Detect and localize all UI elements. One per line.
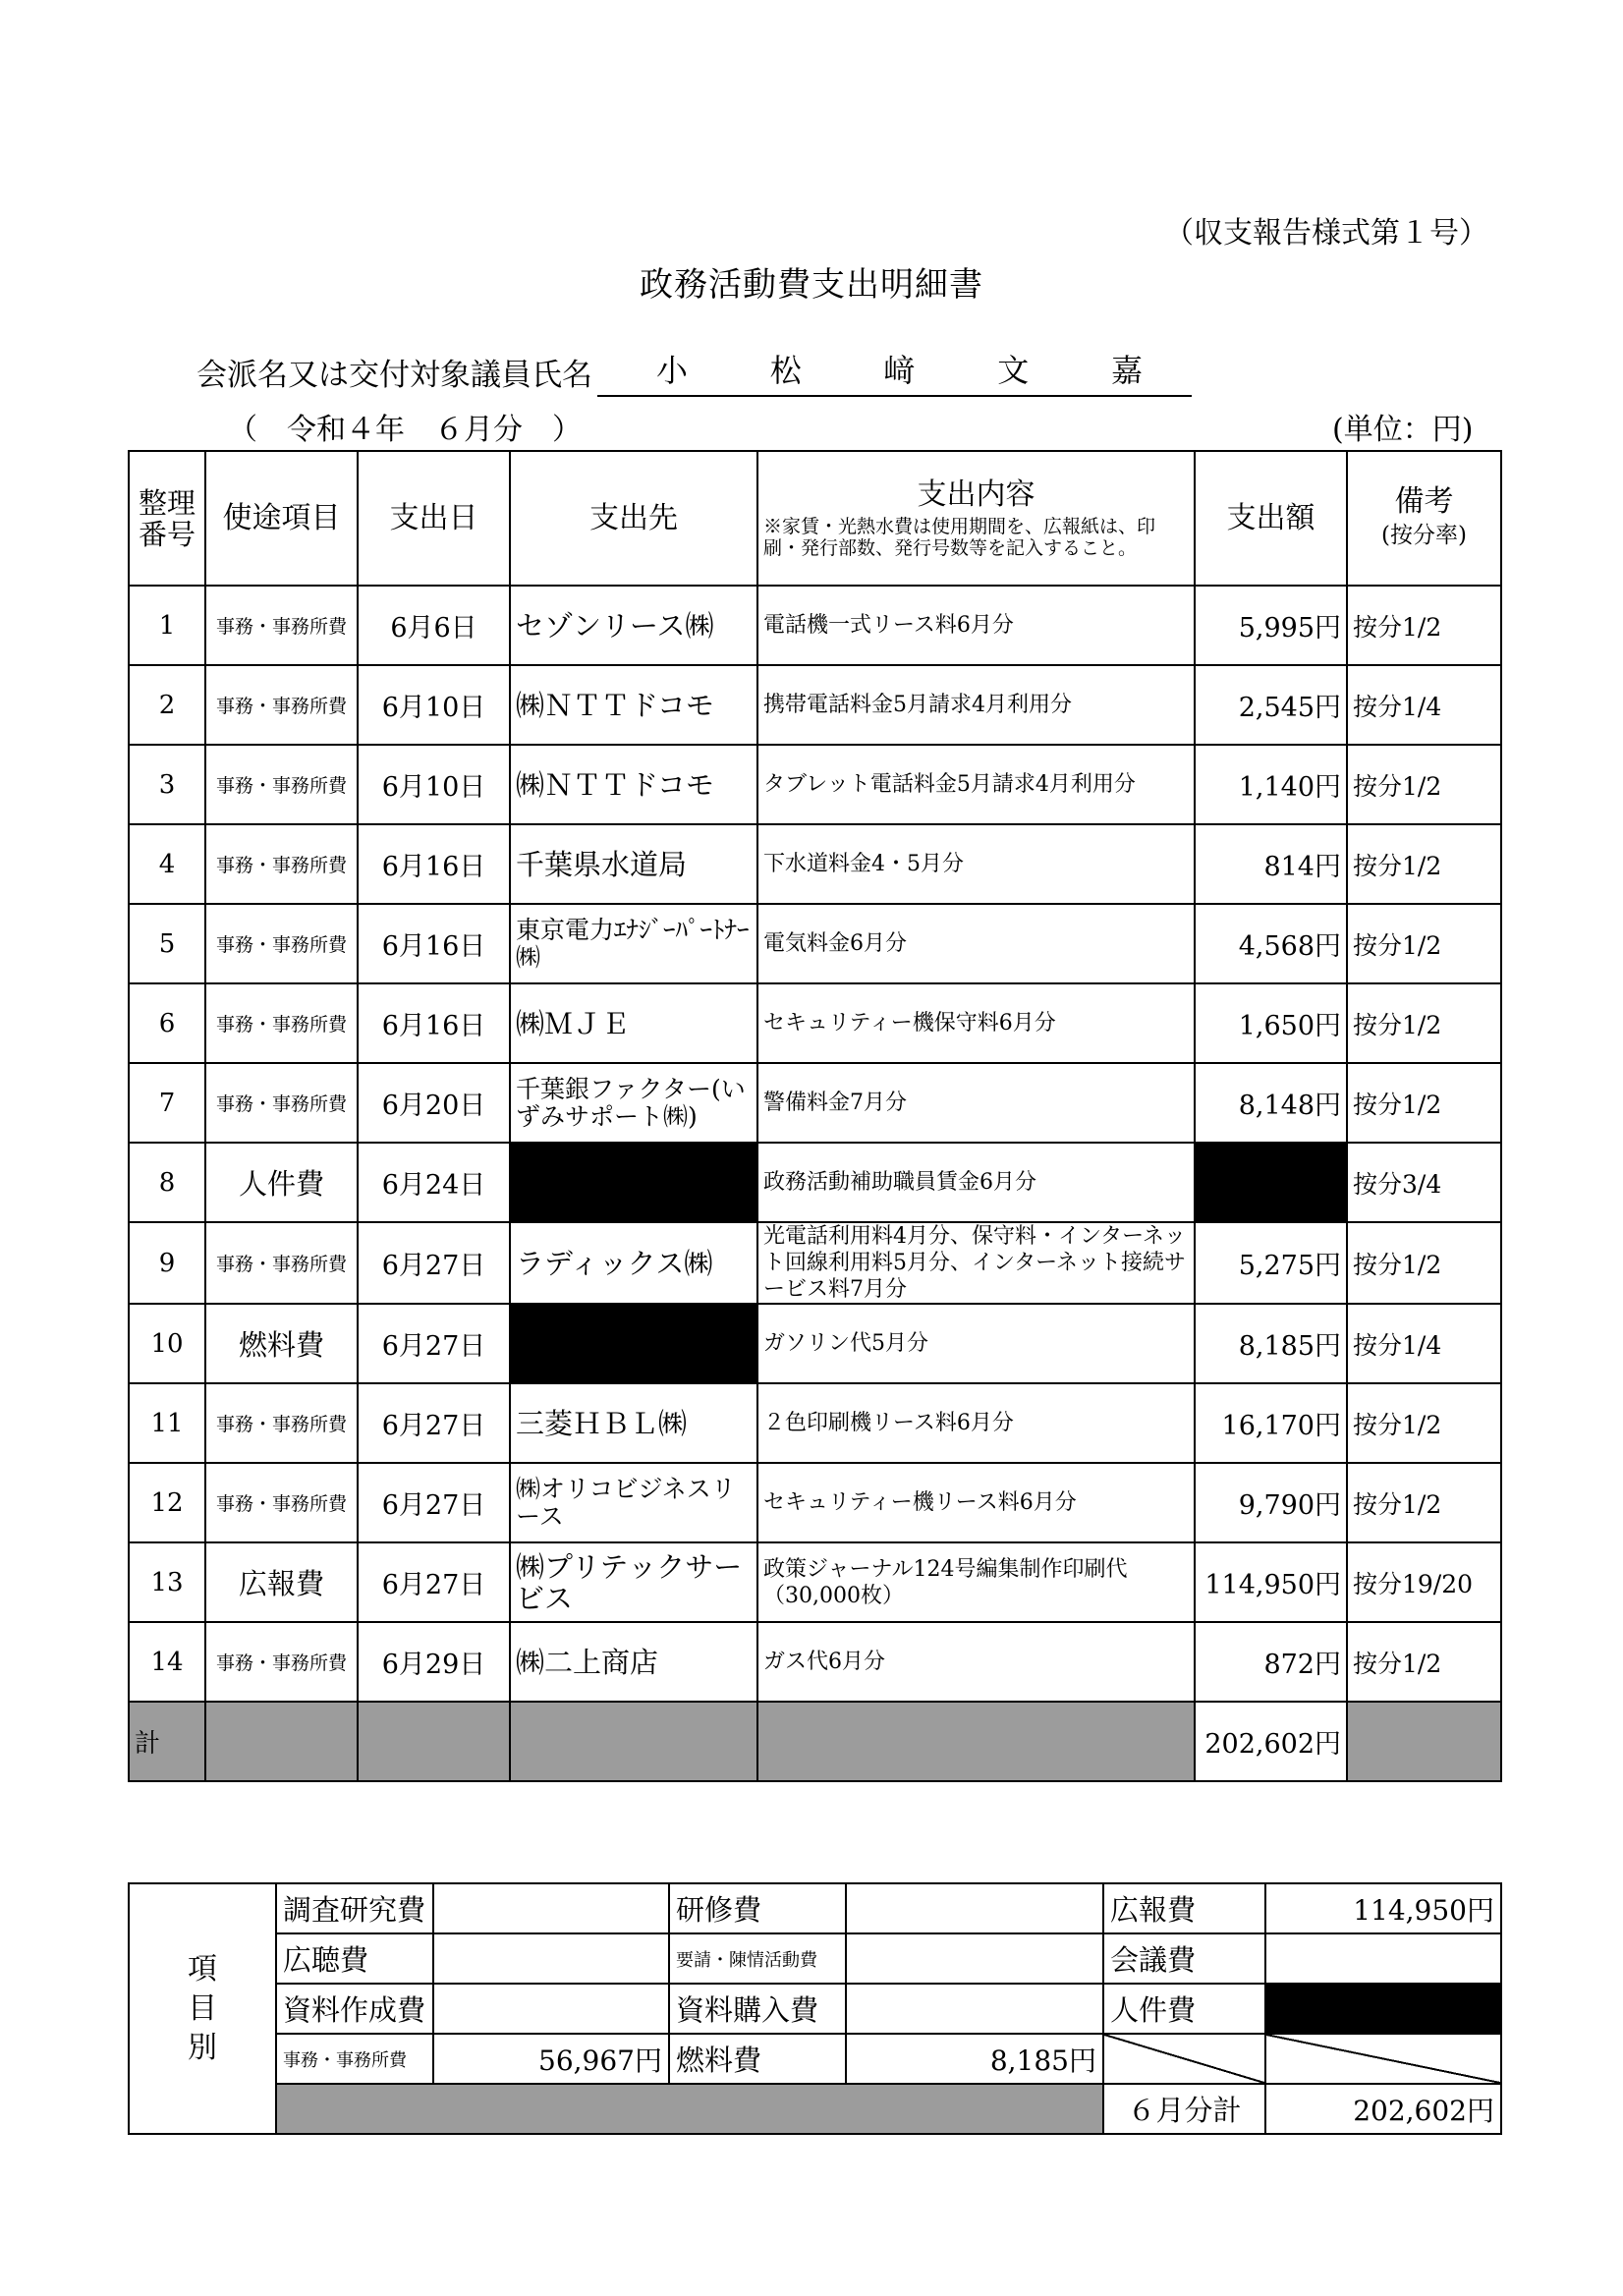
- row-amount: 9,790円: [1195, 1463, 1347, 1542]
- summary-row: [129, 1933, 1501, 1984]
- summary-row: [129, 1883, 1501, 1933]
- row-no: 3: [129, 745, 205, 824]
- row-category: 事務・事務所費: [205, 1622, 358, 1702]
- form-number: （収支報告様式第１号）: [1164, 216, 1488, 251]
- shaded-cell: [276, 2084, 1103, 2134]
- row-amount: 8,185円: [1195, 1304, 1347, 1383]
- member-name: [597, 346, 1192, 397]
- member-name-char: 松: [769, 352, 802, 389]
- header-date: 支出日: [358, 451, 510, 586]
- header-description: [757, 451, 1195, 586]
- row-date: 6月16日: [358, 824, 510, 904]
- table-row: [129, 1383, 1501, 1463]
- table-header-row: [129, 451, 1501, 586]
- row-no: 8: [129, 1143, 205, 1222]
- header-description-label: 支出内容: [917, 476, 1035, 512]
- row-note: 按分1/2: [1347, 904, 1501, 983]
- office-value: 56,967円: [433, 2034, 669, 2084]
- row-description: 政務活動補助職員賃金6月分: [757, 1143, 1195, 1222]
- row-description: 警備料金7月分: [757, 1063, 1195, 1143]
- research-label: 調査研究費: [276, 1883, 433, 1933]
- row-note: 按分19/20: [1347, 1542, 1501, 1622]
- summary-row: [129, 2034, 1501, 2084]
- row-no: 4: [129, 824, 205, 904]
- row-category: 事務・事務所費: [205, 1383, 358, 1463]
- row-amount: 1,650円: [1195, 983, 1347, 1063]
- row-category: 事務・事務所費: [205, 1063, 358, 1143]
- training-value: [846, 1883, 1103, 1933]
- row-note: 按分1/2: [1347, 1222, 1501, 1304]
- row-amount: 814円: [1195, 824, 1347, 904]
- row-note: 按分1/2: [1347, 983, 1501, 1063]
- row-category: 事務・事務所費: [205, 983, 358, 1063]
- table-row: [129, 1143, 1501, 1222]
- row-category: 事務・事務所費: [205, 745, 358, 824]
- row-date: 6月27日: [358, 1542, 510, 1622]
- shaded-cell: [205, 1702, 358, 1781]
- row-note: 按分1/2: [1347, 1063, 1501, 1143]
- row-payee: ㈱ＮＴＴドコモ: [510, 665, 757, 745]
- table-row: [129, 665, 1501, 745]
- row-description: セキュリティー機リース料6月分: [757, 1463, 1195, 1542]
- month-total-label: ６月分計: [1103, 2084, 1265, 2134]
- table-row: [129, 1463, 1501, 1542]
- member-name-char: 小: [656, 352, 689, 389]
- row-date: 6月16日: [358, 904, 510, 983]
- period: （ 令和４年 ６月分 ）: [228, 413, 582, 447]
- summary-row: [129, 1984, 1501, 2034]
- petition-label: 要請・陳情活動費: [669, 1933, 846, 1984]
- member-label: 会派名又は交付対象議員氏名: [196, 358, 592, 393]
- row-description: 下水道料金4・5月分: [757, 824, 1195, 904]
- row-no: 1: [129, 586, 205, 665]
- row-payee-redacted: [510, 1304, 757, 1383]
- purchase-value: [846, 1984, 1103, 2034]
- row-payee: ㈱ＭＪＥ: [510, 983, 757, 1063]
- row-payee: ㈱オリコビジネスリース: [510, 1463, 757, 1542]
- summary-table: [128, 1882, 1502, 2135]
- header-note-sub: (按分率): [1381, 522, 1467, 548]
- table-row: [129, 824, 1501, 904]
- fuel-label: 燃料費: [669, 2034, 846, 2084]
- diagonal-cell: [1265, 2034, 1501, 2084]
- row-description: ガス代6月分: [757, 1622, 1195, 1702]
- row-note: 按分1/4: [1347, 665, 1501, 745]
- row-amount: 5,995円: [1195, 586, 1347, 665]
- row-payee: 千葉県水道局: [510, 824, 757, 904]
- row-date: 6月27日: [358, 1383, 510, 1463]
- table-row: [129, 983, 1501, 1063]
- row-payee: ㈱二上商店: [510, 1622, 757, 1702]
- row-description: 携帯電話料金5月請求4月利用分: [757, 665, 1195, 745]
- row-amount: 2,545円: [1195, 665, 1347, 745]
- summary-total-row: [129, 2084, 1501, 2134]
- table-row: [129, 1542, 1501, 1622]
- row-payee: 東京電力ｴﾅｼﾞｰﾊﾟｰﾄﾅｰ㈱: [510, 904, 757, 983]
- pr-value: 114,950円: [1265, 1883, 1501, 1933]
- row-amount-redacted: [1195, 1143, 1347, 1222]
- row-note: 按分1/2: [1347, 745, 1501, 824]
- row-amount: 5,275円: [1195, 1222, 1347, 1304]
- total-amount: 202,602円: [1195, 1702, 1347, 1781]
- row-description: 政策ジャーナル124号編集制作印刷代（30,000枚）: [757, 1542, 1195, 1622]
- member-name-char: 嘉: [1110, 352, 1143, 389]
- row-payee: 三菱ＨＢＬ㈱: [510, 1383, 757, 1463]
- personnel-label: 人件費: [1103, 1984, 1265, 2034]
- row-payee: ラディックス㈱: [510, 1222, 757, 1304]
- row-category: 人件費: [205, 1143, 358, 1222]
- row-note: 按分1/2: [1347, 1622, 1501, 1702]
- row-category: 事務・事務所費: [205, 586, 358, 665]
- row-no: 2: [129, 665, 205, 745]
- pr-label: 広報費: [1103, 1883, 1265, 1933]
- row-description: セキュリティー機保守料6月分: [757, 983, 1195, 1063]
- row-description: 電話機一式リース料6月分: [757, 586, 1195, 665]
- hearing-label: 広聴費: [276, 1933, 433, 1984]
- table-row: [129, 904, 1501, 983]
- row-amount: 8,148円: [1195, 1063, 1347, 1143]
- shaded-cell: [510, 1702, 757, 1781]
- side-char: 目: [188, 1990, 217, 2026]
- row-amount: 4,568円: [1195, 904, 1347, 983]
- row-amount: 114,950円: [1195, 1542, 1347, 1622]
- row-date: 6月20日: [358, 1063, 510, 1143]
- row-payee: ㈱プリテックサービス: [510, 1542, 757, 1622]
- row-description: ガソリン代5月分: [757, 1304, 1195, 1383]
- row-amount: 16,170円: [1195, 1383, 1347, 1463]
- row-no: 10: [129, 1304, 205, 1383]
- header-category: 使途項目: [205, 451, 358, 586]
- table-row: [129, 745, 1501, 824]
- row-description: 光電話利用料4月分、保守料・インターネット回線利用料5月分、インターネット接続サービス料7月分: [757, 1222, 1195, 1304]
- row-note: 按分1/4: [1347, 1304, 1501, 1383]
- row-category: 燃料費: [205, 1304, 358, 1383]
- row-date: 6月27日: [358, 1463, 510, 1542]
- research-value: [433, 1883, 669, 1933]
- fuel-value: 8,185円: [846, 2034, 1103, 2084]
- header-payee: 支出先: [510, 451, 757, 586]
- row-description: タブレット電話料金5月請求4月利用分: [757, 745, 1195, 824]
- header-no: 整理番号: [129, 451, 205, 586]
- row-no: 5: [129, 904, 205, 983]
- row-date: 6月29日: [358, 1622, 510, 1702]
- meeting-label: 会議費: [1103, 1933, 1265, 1984]
- petition-value: [846, 1933, 1103, 1984]
- unit-label: (単位：円): [1332, 413, 1474, 447]
- row-description: 電気料金6月分: [757, 904, 1195, 983]
- header-note-label: 備考: [1394, 483, 1454, 519]
- shaded-cell: [757, 1702, 1195, 1781]
- row-date: 6月10日: [358, 665, 510, 745]
- row-date: 6月27日: [358, 1304, 510, 1383]
- header-note: [1347, 451, 1501, 586]
- row-note: 按分1/2: [1347, 1463, 1501, 1542]
- header-amount: 支出額: [1195, 451, 1347, 586]
- row-note: 按分1/2: [1347, 824, 1501, 904]
- row-date: 6月24日: [358, 1143, 510, 1222]
- materials-label: 資料作成費: [276, 1984, 433, 2034]
- side-char: 項: [188, 1951, 217, 1987]
- shaded-cell: [1347, 1702, 1501, 1781]
- total-row: [129, 1702, 1501, 1781]
- row-payee: 千葉銀ファクター(いずみサポート㈱): [510, 1063, 757, 1143]
- row-payee-redacted: [510, 1143, 757, 1222]
- diagonal-cell: [1103, 2034, 1265, 2084]
- purchase-label: 資料購入費: [669, 1984, 846, 2034]
- personnel-value-redacted: [1265, 1984, 1501, 2034]
- member-name-char: 文: [997, 352, 1030, 389]
- row-category: 事務・事務所費: [205, 1463, 358, 1542]
- row-description: ２色印刷機リース料6月分: [757, 1383, 1195, 1463]
- row-no: 9: [129, 1222, 205, 1304]
- row-amount: 1,140円: [1195, 745, 1347, 824]
- row-payee: セゾンリース㈱: [510, 586, 757, 665]
- row-date: 6月6日: [358, 586, 510, 665]
- table-row: [129, 1622, 1501, 1702]
- row-no: 6: [129, 983, 205, 1063]
- header-description-note: ※家賃・光熱水費は使用期間を、広報紙は、印刷・発行部数、発行号数等を記入すること。: [763, 515, 1156, 559]
- page-title: 政務活動費支出明細書: [640, 265, 983, 305]
- row-no: 11: [129, 1383, 205, 1463]
- row-no: 12: [129, 1463, 205, 1542]
- row-category: 事務・事務所費: [205, 824, 358, 904]
- member-name-char: 﨑: [883, 352, 916, 389]
- side-char: 別: [188, 2030, 217, 2065]
- row-date: 6月10日: [358, 745, 510, 824]
- row-category: 事務・事務所費: [205, 904, 358, 983]
- expense-table: [128, 450, 1502, 1782]
- row-payee: ㈱ＮＴＴドコモ: [510, 745, 757, 824]
- shaded-cell: [358, 1702, 510, 1781]
- row-note: 按分3/4: [1347, 1143, 1501, 1222]
- row-category: 事務・事務所費: [205, 1222, 358, 1304]
- row-date: 6月16日: [358, 983, 510, 1063]
- summary-side-label: [129, 1883, 276, 2134]
- row-note: 按分1/2: [1347, 586, 1501, 665]
- table-row: [129, 1222, 1501, 1304]
- row-amount: 872円: [1195, 1622, 1347, 1702]
- row-no: 14: [129, 1622, 205, 1702]
- materials-value: [433, 1984, 669, 2034]
- total-label: 計: [129, 1702, 205, 1781]
- row-category: 事務・事務所費: [205, 665, 358, 745]
- row-date: 6月27日: [358, 1222, 510, 1304]
- hearing-value: [433, 1933, 669, 1984]
- row-no: 7: [129, 1063, 205, 1143]
- meeting-value: [1265, 1933, 1501, 1984]
- table-row: [129, 1063, 1501, 1143]
- table-row: [129, 586, 1501, 665]
- month-total-value: 202,602円: [1265, 2084, 1501, 2134]
- table-row: [129, 1304, 1501, 1383]
- office-label: 事務・事務所費: [276, 2034, 433, 2084]
- row-note: 按分1/2: [1347, 1383, 1501, 1463]
- row-no: 13: [129, 1542, 205, 1622]
- training-label: 研修費: [669, 1883, 846, 1933]
- row-category: 広報費: [205, 1542, 358, 1622]
